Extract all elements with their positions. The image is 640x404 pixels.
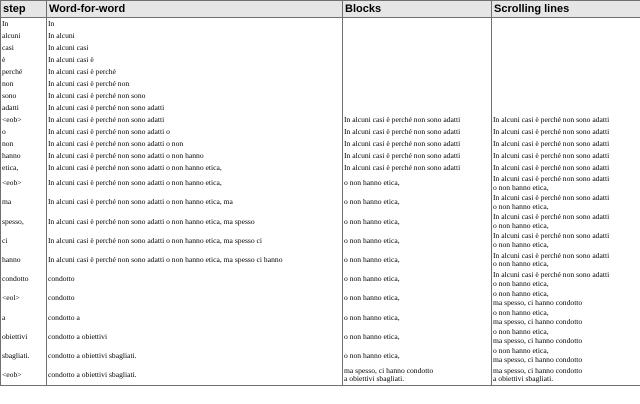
cell-scrolling-lines: In alcuni casi è perché non sono adatti xyxy=(492,114,640,126)
cell-blocks xyxy=(343,90,492,102)
table-row xyxy=(1,66,640,78)
cell-scrolling-lines: In alcuni casi è perché non sono adatti o non hanno etica, xyxy=(492,193,640,212)
table-row xyxy=(1,90,640,102)
cell-scrolling-lines: In alcuni casi è perché non sono adatti o non hanno etica, xyxy=(492,270,640,289)
cell-step: <eob> xyxy=(1,114,47,126)
cell-step: hanno xyxy=(1,251,47,270)
cell-word-for-word: In alcuni casi è perché non sono adatti o non hanno etica, ma xyxy=(47,193,343,212)
cell-step: non xyxy=(1,138,47,150)
cell-scrolling-lines: In alcuni casi è perché non sono adatti o non hanno etica, xyxy=(492,174,640,193)
cell-blocks: In alcuni casi è perché non sono adatti xyxy=(343,126,492,138)
table-row xyxy=(1,162,640,174)
cell-blocks: o non hanno etica, xyxy=(343,232,492,251)
table-body xyxy=(1,18,640,386)
cell-scrolling-lines: o non hanno etica, ma spesso, ci hanno condotto xyxy=(492,308,640,327)
table-row xyxy=(1,347,640,366)
cell-blocks: o non hanno etica, xyxy=(343,212,492,231)
cell-step: a xyxy=(1,308,47,327)
table-row xyxy=(1,42,640,54)
cell-blocks: In alcuni casi è perché non sono adatti xyxy=(343,138,492,150)
header-step: step xyxy=(1,1,47,18)
cell-blocks xyxy=(343,18,492,31)
cell-step: spesso, xyxy=(1,212,47,231)
cell-step: adatti xyxy=(1,102,47,114)
cell-blocks: o non hanno etica, xyxy=(343,289,492,308)
cell-word-for-word: In alcuni casi è perché non sono adatti xyxy=(47,102,343,114)
cell-word-for-word: In alcuni casi è perché non sono adatti xyxy=(47,114,343,126)
cell-word-for-word: In alcuni casi è perché non sono adatti o non xyxy=(47,138,343,150)
cell-blocks: In alcuni casi è perché non sono adatti xyxy=(343,150,492,162)
cell-word-for-word: condotto a obiettivi sbagliati. xyxy=(47,347,343,366)
cell-scrolling-lines xyxy=(492,18,640,31)
cell-word-for-word: condotto a xyxy=(47,308,343,327)
table-row xyxy=(1,308,640,327)
table-row xyxy=(1,138,640,150)
cell-scrolling-lines: In alcuni casi è perché non sono adatti o non hanno etica, xyxy=(492,251,640,270)
cell-scrolling-lines: In alcuni casi è perché non sono adatti xyxy=(492,126,640,138)
table-row xyxy=(1,54,640,66)
cell-blocks xyxy=(343,66,492,78)
table-row xyxy=(1,328,640,347)
cell-scrolling-lines xyxy=(492,102,640,114)
cell-blocks xyxy=(343,102,492,114)
table-row xyxy=(1,114,640,126)
cell-blocks xyxy=(343,30,492,42)
cell-scrolling-lines xyxy=(492,90,640,102)
cell-scrolling-lines xyxy=(492,66,640,78)
cell-word-for-word: condotto xyxy=(47,270,343,289)
table-row xyxy=(1,270,640,289)
header-row xyxy=(1,1,640,18)
table-row xyxy=(1,150,640,162)
cell-scrolling-lines: In alcuni casi è perché non sono adatti o non hanno etica, xyxy=(492,232,640,251)
cell-step: condotto xyxy=(1,270,47,289)
cell-scrolling-lines: In alcuni casi è perché non sono adatti o non hanno etica, xyxy=(492,212,640,231)
table-row xyxy=(1,251,640,270)
cell-scrolling-lines: ma spesso, ci hanno condotto a obiettivi sbagliati. xyxy=(492,366,640,386)
table-row xyxy=(1,174,640,193)
cell-scrolling-lines: o non hanno etica, ma spesso, ci hanno condotto xyxy=(492,347,640,366)
cell-scrolling-lines xyxy=(492,42,640,54)
table-row xyxy=(1,30,640,42)
cell-step: ma xyxy=(1,193,47,212)
cell-blocks: o non hanno etica, xyxy=(343,174,492,193)
cell-blocks: In alcuni casi è perché non sono adatti xyxy=(343,162,492,174)
cell-blocks: ma spesso, ci hanno condotto a obiettivi sbagliati. xyxy=(343,366,492,386)
cell-step: sono xyxy=(1,90,47,102)
cell-step: è xyxy=(1,54,47,66)
cell-step: etica, xyxy=(1,162,47,174)
cell-blocks xyxy=(343,54,492,66)
cell-blocks xyxy=(343,42,492,54)
table-row xyxy=(1,212,640,231)
cell-word-for-word: In alcuni casi è perché non sono adatti o non hanno xyxy=(47,150,343,162)
table-row xyxy=(1,232,640,251)
cell-word-for-word: In alcuni casi è perché non sono adatti o non hanno etica, xyxy=(47,162,343,174)
cell-word-for-word: In xyxy=(47,18,343,31)
table-row xyxy=(1,193,640,212)
cell-step: ci xyxy=(1,232,47,251)
cell-word-for-word: In alcuni casi è perché non sono adatti o non hanno etica, ma spesso xyxy=(47,212,343,231)
header-scrolling-lines: Scrolling lines xyxy=(492,1,640,18)
cell-step: hanno xyxy=(1,150,47,162)
cell-blocks: o non hanno etica, xyxy=(343,347,492,366)
cell-word-for-word: In alcuni casi è perché non sono adatti o xyxy=(47,126,343,138)
table-row xyxy=(1,126,640,138)
cell-step: In xyxy=(1,18,47,31)
cell-word-for-word: In alcuni casi è xyxy=(47,54,343,66)
cell-step: non xyxy=(1,78,47,90)
cell-word-for-word: In alcuni casi è perché xyxy=(47,66,343,78)
table-row xyxy=(1,102,640,114)
cell-blocks: o non hanno etica, xyxy=(343,328,492,347)
cell-blocks: o non hanno etica, xyxy=(343,193,492,212)
cell-word-for-word: condotto xyxy=(47,289,343,308)
cell-step: <eol> xyxy=(1,289,47,308)
header-blocks: Blocks xyxy=(343,1,492,18)
cell-word-for-word: In alcuni casi è perché non sono adatti o non hanno etica, ma spesso ci xyxy=(47,232,343,251)
cell-step: <eob> xyxy=(1,366,47,386)
cell-scrolling-lines xyxy=(492,78,640,90)
table-row xyxy=(1,366,640,386)
cell-scrolling-lines: o non hanno etica, ma spesso, ci hanno condotto xyxy=(492,328,640,347)
cell-word-for-word: In alcuni casi xyxy=(47,42,343,54)
cell-step: o xyxy=(1,126,47,138)
cell-word-for-word: In alcuni xyxy=(47,30,343,42)
cell-scrolling-lines: In alcuni casi è perché non sono adatti xyxy=(492,150,640,162)
cell-word-for-word: condotto a obiettivi sbagliati. xyxy=(47,366,343,386)
cell-step: obiettivi xyxy=(1,328,47,347)
table-row xyxy=(1,18,640,31)
cell-step: casi xyxy=(1,42,47,54)
cell-word-for-word: In alcuni casi è perché non sono xyxy=(47,90,343,102)
cell-step: <eob> xyxy=(1,174,47,193)
cell-step: alcuni xyxy=(1,30,47,42)
cell-blocks: In alcuni casi è perché non sono adatti xyxy=(343,114,492,126)
cell-scrolling-lines: In alcuni casi è perché non sono adatti xyxy=(492,138,640,150)
cell-blocks xyxy=(343,78,492,90)
cell-scrolling-lines xyxy=(492,30,640,42)
cell-step: sbagliati. xyxy=(1,347,47,366)
cell-step: perché xyxy=(1,66,47,78)
cell-blocks: o non hanno etica, xyxy=(343,308,492,327)
cell-word-for-word: In alcuni casi è perché non sono adatti o non hanno etica, xyxy=(47,174,343,193)
table-row xyxy=(1,289,640,308)
cell-word-for-word: condotto a obiettivi xyxy=(47,328,343,347)
cell-scrolling-lines: In alcuni casi è perché non sono adatti xyxy=(492,162,640,174)
header-word-for-word: Word-for-word xyxy=(47,1,343,18)
cell-scrolling-lines xyxy=(492,54,640,66)
cell-word-for-word: In alcuni casi è perché non sono adatti o non hanno etica, ma spesso ci hanno xyxy=(47,251,343,270)
table-row xyxy=(1,78,640,90)
cell-word-for-word: In alcuni casi è perché non xyxy=(47,78,343,90)
cell-scrolling-lines: o non hanno etica, ma spesso, ci hanno condotto xyxy=(492,289,640,308)
cell-blocks: o non hanno etica, xyxy=(343,251,492,270)
cell-blocks: o non hanno etica, xyxy=(343,270,492,289)
